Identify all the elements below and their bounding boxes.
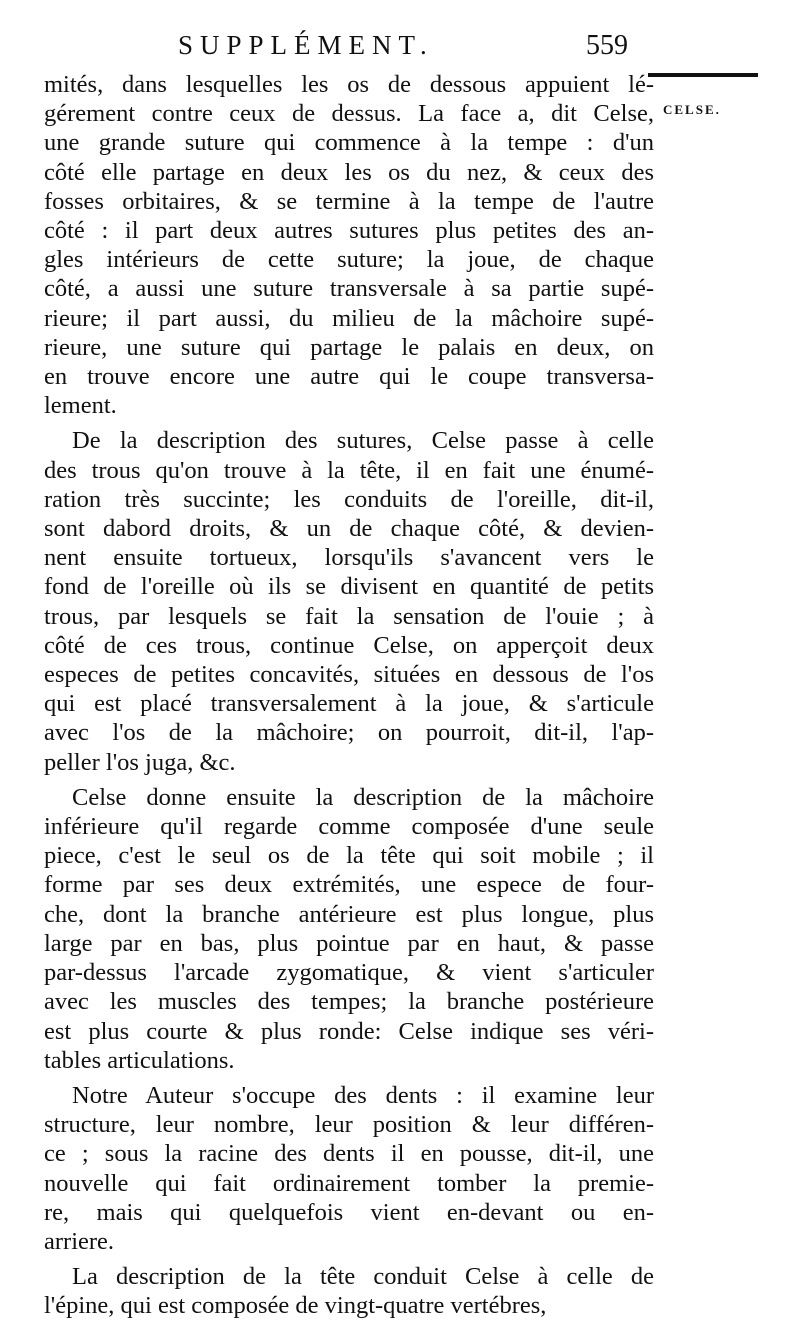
text-line: peller l'os juga, &c. — [44, 748, 236, 776]
text-line: par-dessus l'arcade zygomatique, & vient s'articuler — [44, 959, 654, 987]
page-number: 559 — [586, 30, 628, 61]
body-text — [44, 70, 654, 1321]
paragraph — [44, 70, 654, 420]
text-line: gérement contre ceux de dessus. La face a, dit Celse, — [44, 100, 654, 128]
text-line: une grande suture qui commence à la tempe : d'un — [44, 129, 654, 157]
text-line: côté de ces trous, continue Celse, on apperçoit deux — [44, 631, 654, 659]
text-line: structure, leur nombre, leur position & leur différen- — [44, 1111, 654, 1139]
text-line: che, dont la branche antérieure est plus longue, plus — [44, 900, 654, 928]
paragraph — [44, 1262, 654, 1320]
text-line: La description de la tête conduit Celse à celle de — [72, 1263, 654, 1291]
text-line: De la description des sutures, Celse passe à celle — [72, 427, 654, 455]
text-line: re, mais qui quelquefois vient en-devant ou en- — [44, 1198, 654, 1226]
text-line: sont dabord droits, & un de chaque côté, & devien- — [44, 515, 654, 543]
text-line: nent ensuite tortueux, lorsqu'ils s'avancent vers le — [44, 544, 654, 572]
text-line: rieure; il part aussi, du milieu de la mâchoire supé- — [44, 304, 654, 332]
text-line: arriere. — [44, 1227, 115, 1255]
text-line: rieure, une suture qui partage le palais en deux, on — [44, 333, 654, 361]
text-line: inférieure qu'il regarde comme composée d'une seule — [44, 813, 654, 841]
text-line: gles intérieurs de cette suture; la joue, de chaque — [44, 246, 654, 274]
text-line: especes de petites concavités, situées en dessous de l'os — [44, 661, 654, 689]
page-header — [0, 30, 800, 70]
text-line: l'épine, qui est composée de vingt-quatre vertébres, — [44, 1292, 547, 1320]
text-line: qui est placé transversalement à la joue, & s'articule — [44, 690, 654, 718]
text-line: trous, par lesquels se fait la sensation de l'ouie ; à — [44, 602, 654, 630]
paragraph — [44, 783, 654, 1075]
text-line: côté : il part deux autres sutures plus petites des an- — [44, 217, 654, 245]
text-line: large par en bas, plus pointue par en haut, & passe — [44, 929, 654, 957]
text-line: avec les muscles des tempes; la branche postérieure — [44, 988, 654, 1016]
text-line: fosses orbitaires, & se termine à la tempe de l'autre — [44, 187, 654, 215]
text-line: Celse donne ensuite la description de la mâchoire — [72, 783, 654, 811]
text-line: mités, dans lesquelles les os de dessous appuient lé- — [44, 71, 654, 98]
text-line: fond de l'oreille où ils se divisent en quantité de petits — [44, 573, 654, 601]
margin-rule — [648, 73, 758, 77]
text-line: lement. — [44, 392, 117, 420]
text-line: piece, c'est le seul os de la tête qui soit mobile ; il — [44, 842, 654, 870]
text-line: tables articulations. — [44, 1046, 235, 1074]
text-line: Notre Auteur s'occupe des dents : il examine leur — [72, 1081, 654, 1109]
text-line: ce ; sous la racine des dents il en pousse, dit-il, une — [44, 1140, 654, 1168]
paragraph — [44, 426, 654, 776]
text-line: côté, a aussi une suture transversale à sa partie supé- — [44, 275, 654, 303]
running-head: SUPPLÉMENT. — [178, 30, 434, 60]
text-line: nouvelle qui fait ordinairement tomber la premie- — [44, 1169, 654, 1197]
text-line: ration très succinte; les conduits de l'oreille, dit-il, — [44, 485, 654, 513]
text-line: avec l'os de la mâchoire; on pourroit, dit-il, l'ap- — [44, 719, 654, 747]
margin-note: CELSE. — [663, 102, 721, 117]
text-line: forme par ses deux extrémités, une espece de four- — [44, 871, 654, 899]
text-line: des trous qu'on trouve à la tête, il en fait une énumé- — [44, 456, 654, 484]
text-line: côté elle partage en deux les os du nez, & ceux des — [44, 158, 654, 186]
text-line: est plus courte & plus ronde: Celse indique ses véri- — [44, 1017, 654, 1045]
paragraph — [44, 1081, 654, 1256]
text-line: en trouve encore une autre qui le coupe transversa- — [44, 363, 654, 391]
